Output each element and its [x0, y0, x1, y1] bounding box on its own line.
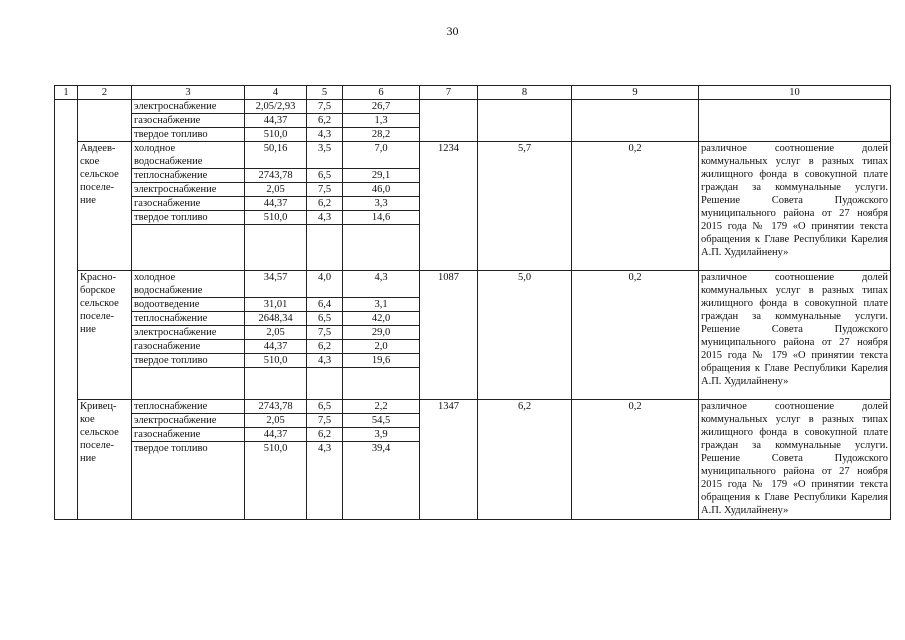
column-header: 8 [478, 86, 572, 100]
col9-value: 0,2 [572, 271, 699, 400]
settlement-name-line: борское [80, 285, 116, 296]
tariff-value: 510,0 [245, 211, 307, 225]
service-name: теплоснабжение [132, 169, 245, 183]
tariff-value: 510,0 [245, 128, 307, 142]
table-body [55, 86, 891, 520]
service-name: твердое топливо [132, 128, 245, 142]
col7-value: 1234 [420, 142, 478, 271]
settlement-name-line: сельское [80, 169, 119, 180]
col6-value: 3,1 [343, 298, 420, 312]
tariff-value: 2743,78 [245, 400, 307, 414]
service-name: твердое топливо [132, 211, 245, 225]
table-row [55, 100, 891, 114]
column-number-row [55, 86, 891, 100]
col5-value: 7,5 [307, 183, 343, 197]
settlement-name-line: ние [80, 453, 96, 464]
settlement-name-line: поселе- [80, 182, 114, 193]
col9-value: 0,2 [572, 400, 699, 520]
empty-cell [343, 368, 420, 400]
col5-value: 6,5 [307, 312, 343, 326]
col6-value: 29,1 [343, 169, 420, 183]
column-header: 2 [78, 86, 132, 100]
col6-value: 54,5 [343, 414, 420, 428]
service-name: водоотведение [132, 298, 245, 312]
service-name: газоснабжение [132, 428, 245, 442]
tariff-value: 2,05/2,93 [245, 100, 307, 114]
column-header: 1 [55, 86, 78, 100]
table-row [55, 400, 891, 414]
tariff-value: 31,01 [245, 298, 307, 312]
col6-value: 14,6 [343, 211, 420, 225]
col8-value: 6,2 [478, 400, 572, 520]
tariff-value: 44,37 [245, 428, 307, 442]
table-row [55, 271, 891, 298]
settlement-name-cell [78, 142, 132, 271]
column-header: 4 [245, 86, 307, 100]
service-name: холодное водоснабжение [132, 271, 245, 298]
tariff-value: 510,0 [245, 354, 307, 368]
col5-value: 7,5 [307, 100, 343, 114]
empty-cell [343, 225, 420, 271]
service-name: газоснабжение [132, 340, 245, 354]
column-header: 10 [699, 86, 891, 100]
col7-value: 1347 [420, 400, 478, 520]
col6-value: 4,3 [343, 271, 420, 298]
service-name: твердое топливо [132, 442, 245, 520]
column-header: 6 [343, 86, 420, 100]
tariff-table [54, 85, 891, 520]
empty-cell [132, 368, 245, 400]
col6-value: 42,0 [343, 312, 420, 326]
col5-value: 4,3 [307, 442, 343, 520]
tariff-value: 44,37 [245, 197, 307, 211]
settlement-name-line: ское [80, 156, 100, 167]
service-name: твердое топливо [132, 354, 245, 368]
service-name: газоснабжение [132, 197, 245, 211]
col9-cell [572, 100, 699, 142]
column-header: 5 [307, 86, 343, 100]
tariff-value: 2648,34 [245, 312, 307, 326]
service-name: теплоснабжение [132, 400, 245, 414]
column-header: 7 [420, 86, 478, 100]
settlement-name-line: поселе- [80, 440, 114, 451]
tariff-value: 2743,78 [245, 169, 307, 183]
col5-value: 4,3 [307, 128, 343, 142]
service-name: электроснабжение [132, 326, 245, 340]
settlement-name-line: Красно- [80, 272, 116, 283]
col6-value: 1,3 [343, 114, 420, 128]
col6-value: 2,0 [343, 340, 420, 354]
col6-value: 28,2 [343, 128, 420, 142]
empty-cell [132, 225, 245, 271]
col8-value: 5,7 [478, 142, 572, 271]
col5-value: 3,5 [307, 142, 343, 169]
col6-value: 7,0 [343, 142, 420, 169]
col6-value: 46,0 [343, 183, 420, 197]
settlement-name-line: ние [80, 195, 96, 206]
col5-value: 6,5 [307, 169, 343, 183]
col6-value: 2,2 [343, 400, 420, 414]
service-name: газоснабжение [132, 114, 245, 128]
tariff-value: 34,57 [245, 271, 307, 298]
empty-cell [307, 368, 343, 400]
settlement-name-line: поселе- [80, 311, 114, 322]
settlement-name-cell [78, 400, 132, 520]
col9-value: 0,2 [572, 142, 699, 271]
col6-value: 3,9 [343, 428, 420, 442]
col5-value: 7,5 [307, 414, 343, 428]
col1-cell [55, 100, 78, 520]
tariff-value: 44,37 [245, 340, 307, 354]
empty-cell [245, 225, 307, 271]
column-header: 3 [132, 86, 245, 100]
col5-value: 6,2 [307, 114, 343, 128]
settlement-cell-continued [78, 100, 132, 142]
col6-value: 19,6 [343, 354, 420, 368]
settlement-name-line: Кривец- [80, 401, 117, 412]
empty-cell [245, 368, 307, 400]
service-name: электроснабжение [132, 100, 245, 114]
service-name: теплоснабжение [132, 312, 245, 326]
note-text: различное соотношение долей коммунальных услуг в разных типах жилищного фонда в совокупной плате граждан за коммунальные услуги. Решение Совета Пудожского муниципального района от 27 ноября 2015 года № 179 «О принятии текста обращения к Главе Республики Карелия А.П. Худилайнену» [699, 271, 891, 400]
settlement-name-line: ние [80, 324, 96, 335]
settlement-name-line: Авдеев- [80, 143, 116, 154]
note-cell [699, 100, 891, 142]
col5-value: 6,5 [307, 400, 343, 414]
tariff-value: 2,05 [245, 183, 307, 197]
col5-value: 6,2 [307, 340, 343, 354]
settlement-name-line: сельское [80, 298, 119, 309]
settlement-name-line: кое [80, 414, 95, 425]
table-row [55, 142, 891, 169]
tariff-value: 2,05 [245, 414, 307, 428]
col5-value: 4,3 [307, 211, 343, 225]
service-name: холодное водоснабжение [132, 142, 245, 169]
empty-cell [307, 225, 343, 271]
settlement-name-cell [78, 271, 132, 400]
col8-value: 5,0 [478, 271, 572, 400]
settlement-name-line: сельское [80, 427, 119, 438]
col5-value: 6,4 [307, 298, 343, 312]
tariff-value: 2,05 [245, 326, 307, 340]
col6-value: 29,0 [343, 326, 420, 340]
tariff-value: 50,16 [245, 142, 307, 169]
col7-cell [420, 100, 478, 142]
col5-value: 4,3 [307, 354, 343, 368]
note-text: различное соотношение долей коммунальных услуг в разных типах жилищного фонда в совокупной плате граждан за коммунальные услуги. Решение Совета Пудожского муниципального района от 27 ноября 2015 года № 179 «О принятии текста обращения к Главе Республики Карелия А.П. Худилайнену» [699, 400, 891, 520]
col5-value: 7,5 [307, 326, 343, 340]
col6-value: 39,4 [343, 442, 420, 520]
col7-value: 1087 [420, 271, 478, 400]
page-number: 30 [446, 24, 459, 38]
col5-value: 6,2 [307, 197, 343, 211]
service-name: электроснабжение [132, 183, 245, 197]
col6-value: 26,7 [343, 100, 420, 114]
col5-value: 6,2 [307, 428, 343, 442]
service-name: электроснабжение [132, 414, 245, 428]
note-text: различное соотношение долей коммунальных услуг в разных типах жилищного фонда в совокупной плате граждан за коммунальные услуги. Решение Совета Пудожского муниципального района от 27 ноября 2015 года № 179 «О принятии текста обращения к Главе Республики Карелия А.П. Худилайнену» [699, 142, 891, 271]
col8-cell [478, 100, 572, 142]
column-header: 9 [572, 86, 699, 100]
col5-value: 4,0 [307, 271, 343, 298]
col6-value: 3,3 [343, 197, 420, 211]
tariff-value: 44,37 [245, 114, 307, 128]
tariff-value: 510,0 [245, 442, 307, 520]
